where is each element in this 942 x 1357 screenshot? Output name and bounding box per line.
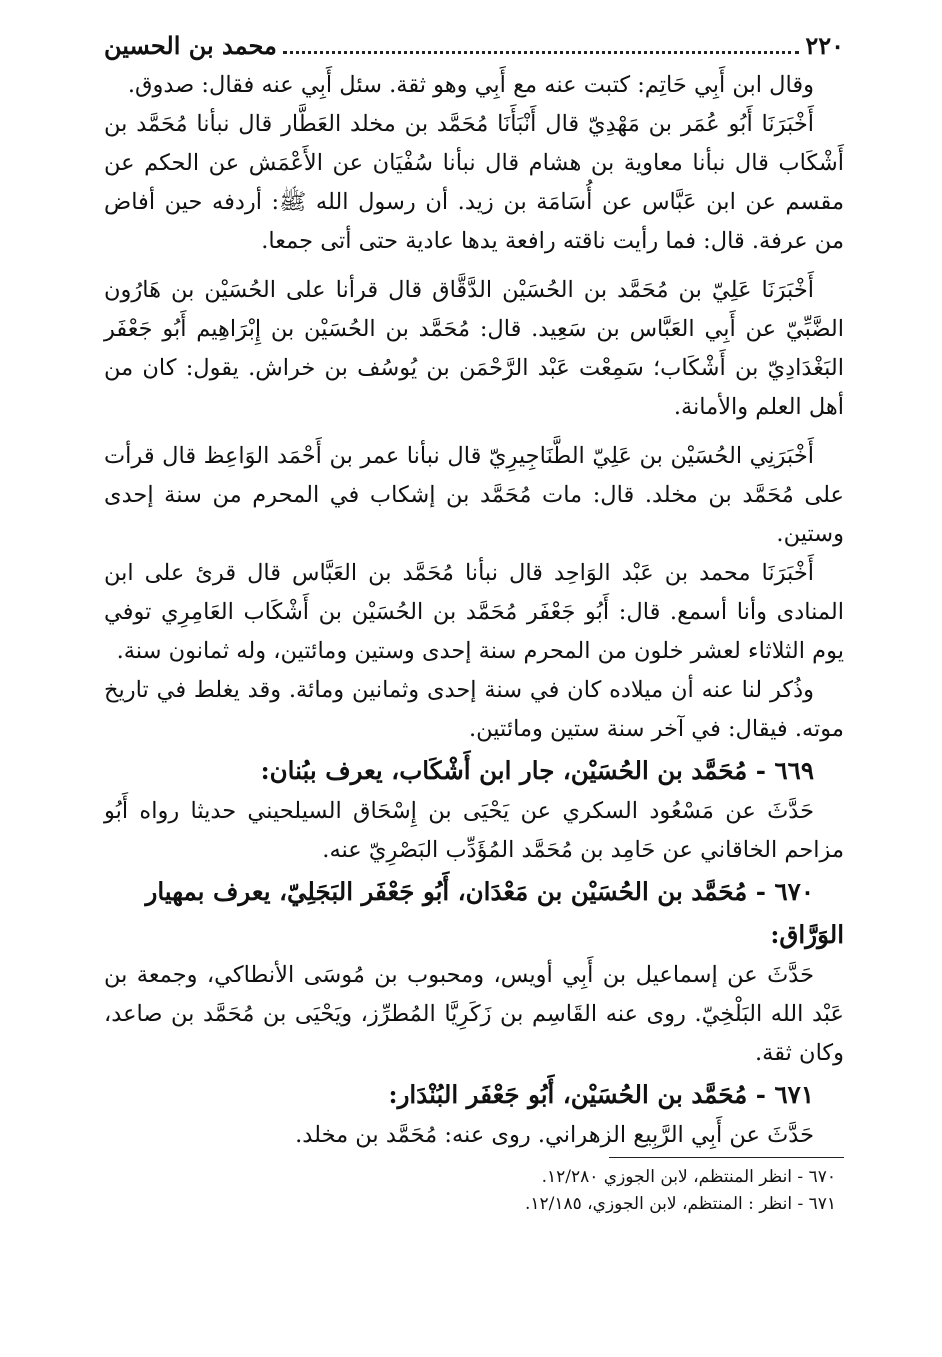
paragraph-6: وذُكر لنا عنه أن ميلاده كان في سنة إحدى وثمانين ومائة. وقد يغلط في تاريخ موته. فيقال: في آخر سنة ستين ومائتين. — [104, 677, 844, 742]
page-header — [104, 26, 844, 66]
footnote-separator — [609, 1157, 844, 1158]
paragraph-2: أَخْبَرَنَا أَبُو عُمَر بن مَهْدِيّ قال أَنْبَأَنَا مُحَمَّد بن مخلد العَطَّار قال نبأنا مُحَمَّد بن أَشْكَاب قال نبأنا معاوية بن هشام قال نبأنا سُفْيَان عن الأَعْمَش عن الحكم عن مقسم عن ابن عَبَّاس عن أُسَامَة بن زيد. أن رسول الله ﷺ: أردفه حين أفاض من عرفة. قال: فما رأيت ناقته رافعة يدها عادية حتى أتى جمعا. — [104, 111, 844, 254]
entry-671-text: حَدَّثَ عن أَبِي الرَّبِيع الزهراني. روى عنه: مُحَمَّد بن مخلد. — [295, 1122, 814, 1148]
running-title: محمد بن الحسين — [104, 31, 277, 60]
footnote-671: ٦٧١ - انظر : المنتظم، لابن الجوزي، ١٢/١٨٥. — [524, 1194, 836, 1214]
entry-670-heading: ٦٧٠ - مُحَمَّد بن الحُسَيْن بن مَعْدَان، أَبُو جَعْفَر البَجَلِيّ، يعرف بمهيار الوَرَّاق: — [145, 877, 844, 949]
entry-669-text: حَدَّثَ عن مَسْعُود السكري عن يَحْيَى بن إِسْحَاق السيلحيني حديثا رواه أَبُو مزاحم الخاقاني عن حَامِد بن مُحَمَّد المُؤَدِّب البَصْرِيّ عنه. — [104, 798, 844, 863]
page-number: ٢٢٠ — [805, 31, 844, 60]
paragraph-5: أَخْبَرَنَا محمد بن عَبْد الوَاحِد قال نبأنا مُحَمَّد بن العَبَّاس قال قرئ على ابن المنادى وأنا أسمع. قال: أَبُو جَعْفَر مُحَمَّد بن الحُسَيْن بن أَشْكَاب العَامِرِي توفي يوم الثلاثاء لعشر خلون من المحرم سنة إحدى وستين ومائتين، وله ثمانون سنة. — [104, 560, 844, 664]
entry-671-heading: ٦٧١ - مُحَمَّد بن الحُسَيْن، أَبُو جَعْفَر البُنْدَار: — [388, 1080, 814, 1109]
book-page — [104, 26, 844, 1218]
entry-670-text: حَدَّثَ عن إسماعيل بن أَبِي أويس، ومحبوب بن مُوسَى الأنطاكي، وجمعة بن عَبْد الله البَلْخِيّ. روى عنه القَاسِم بن زَكَرِيَّا المُطرِّز، ويَحْيَى بن مُحَمَّد بن صاعد، وكان ثقة. — [104, 962, 844, 1066]
footnote-670: ٦٧٠ - انظر المنتظم، لابن الجوزي ١٢/٢٨٠. — [541, 1167, 836, 1187]
paragraph-3: أَخْبَرَنَا عَلِيّ بن مُحَمَّد بن الحُسَيْن الدَّقَّاق قال قرأنا على الحُسَيْن بن هَارُون الضَّبِّيّ عن أَبِي العَبَّاس بن سَعِيد. قال: مُحَمَّد بن الحُسَيْن بن إِبْرَاهِيم أَبُو جَعْفَر البَغْدَادِيّ بن أَشْكَاب؛ سَمِعْت عَبْد الرَّحْمَن بن يُوسُف بن خراش. يقول: كان من أهل العلم والأمانة. — [104, 277, 844, 420]
paragraph-4: أَخْبَرَنِي الحُسَيْن بن عَلِيّ الطَّنَاجِيرِيّ قال نبأنا عمر بن أَحْمَد الوَاعِظ قال قرأت على مُحَمَّد بن مخلد. قال: مات مُحَمَّد بن إشكاب في المحرم من سنة إحدى وستين. — [104, 443, 844, 547]
paragraph-gap — [104, 261, 844, 271]
header-dotted-leader — [283, 51, 799, 54]
entry-669-heading: ٦٦٩ - مُحَمَّد بن الحُسَيْن، جار ابن أَشْكَاب، يعرف ببُنان: — [260, 756, 814, 785]
paragraph-1: وقال ابن أَبِي حَاتِم: كتبت عنه مع أَبِي وهو ثقة. سئل أَبِي عنه فقال: صدوق. — [127, 72, 814, 98]
paragraph-gap — [104, 427, 844, 437]
